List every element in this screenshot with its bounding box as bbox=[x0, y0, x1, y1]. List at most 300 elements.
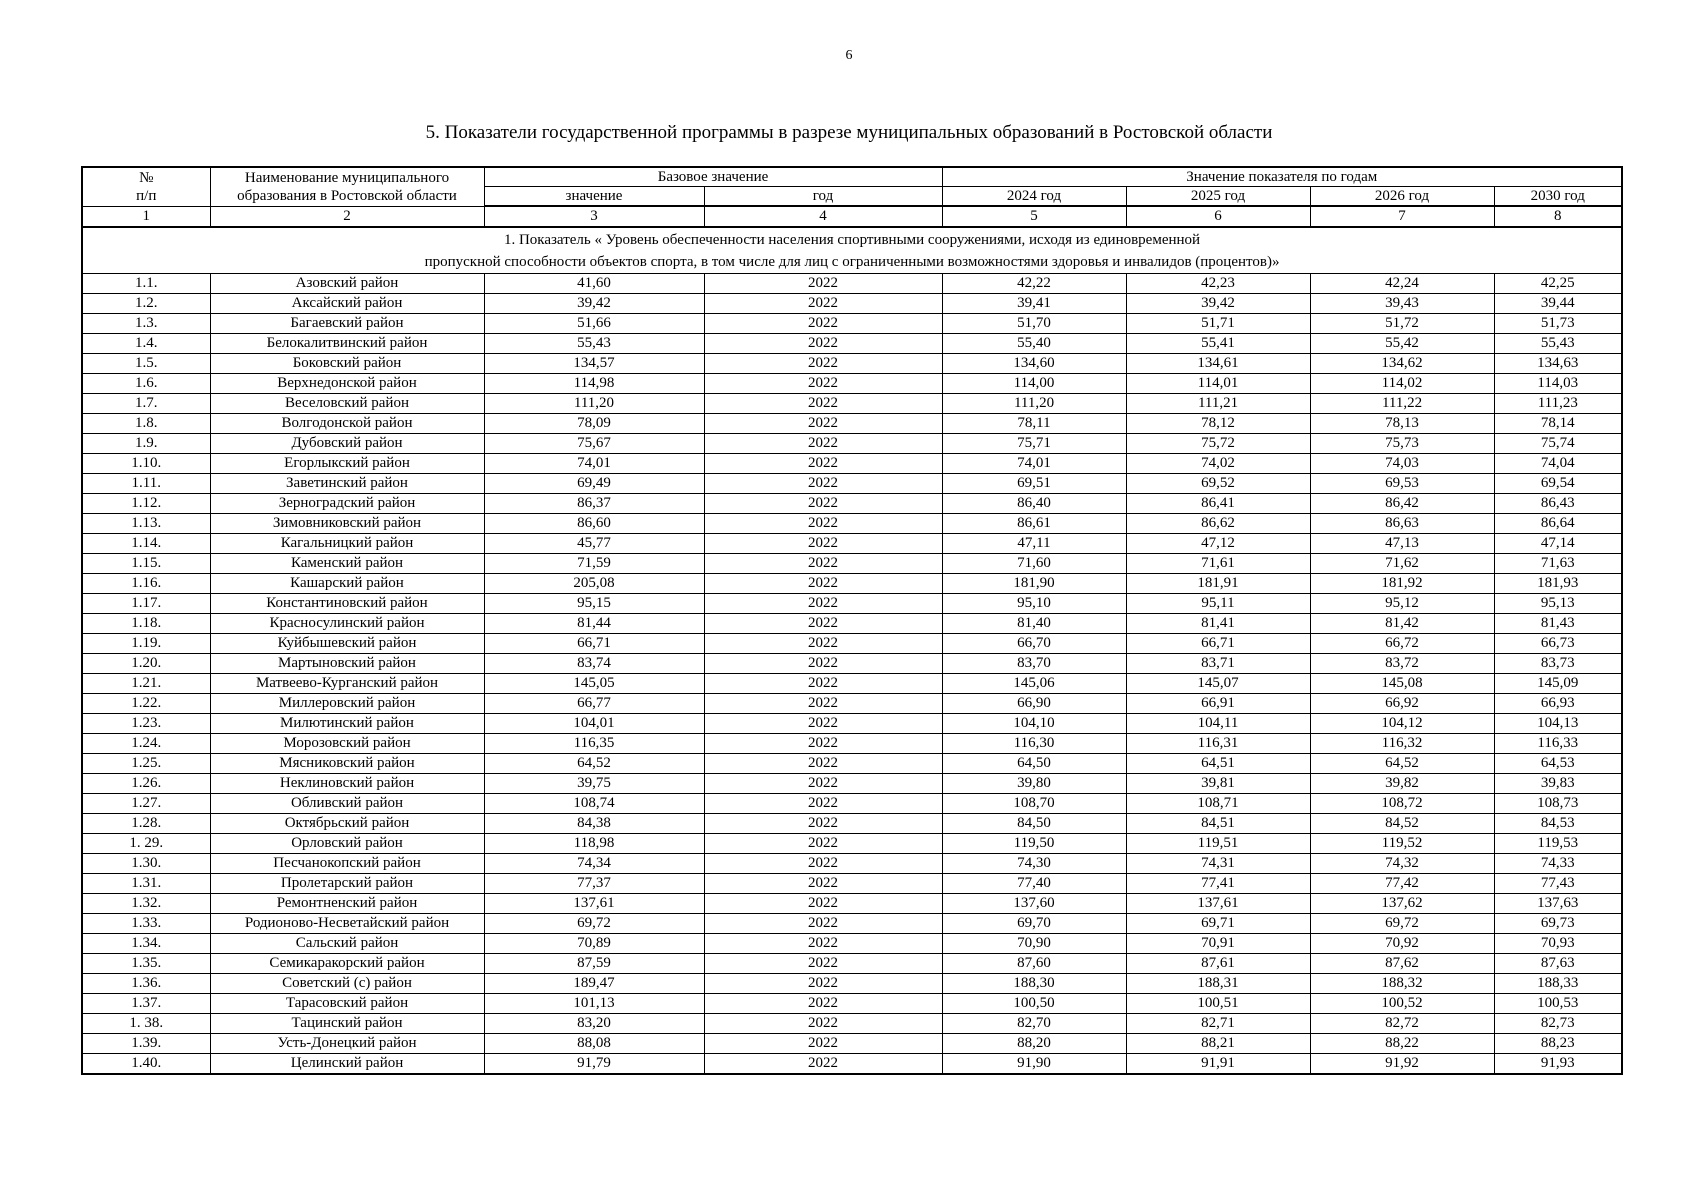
value-2030: 88,23 bbox=[1494, 1034, 1622, 1054]
municipality-name: Неклиновский район bbox=[210, 774, 484, 794]
municipality-name: Целинский район bbox=[210, 1054, 484, 1075]
value-2025: 78,12 bbox=[1126, 414, 1310, 434]
row-number: 1.37. bbox=[82, 994, 210, 1014]
section-title: 1. Показатель « Уровень обеспеченности населения спортивными сооружениями, исходя из единовременной пропускной способности объектов спорта, в том числе для лиц с ограниченными возможностями здоровья и инвалидов (процентов)» bbox=[82, 227, 1622, 274]
municipality-name: Веселовский район bbox=[210, 394, 484, 414]
value-2025: 137,61 bbox=[1126, 894, 1310, 914]
value-2025: 181,91 bbox=[1126, 574, 1310, 594]
document-title: 5. Показатели государственной программы в разрезе муниципальных образований в Ростовской области bbox=[425, 122, 1273, 143]
value-2026: 39,43 bbox=[1310, 294, 1494, 314]
value-2026: 77,42 bbox=[1310, 874, 1494, 894]
table-row bbox=[82, 814, 1622, 834]
table-row bbox=[82, 294, 1622, 314]
value-2025: 47,12 bbox=[1126, 534, 1310, 554]
header-years-group: Значение показателя по годам bbox=[942, 167, 1622, 187]
value-2024: 86,61 bbox=[942, 514, 1126, 534]
value-2024: 47,11 bbox=[942, 534, 1126, 554]
value-2026: 71,62 bbox=[1310, 554, 1494, 574]
value-2025: 91,91 bbox=[1126, 1054, 1310, 1075]
table-row bbox=[82, 494, 1622, 514]
value-2024: 86,40 bbox=[942, 494, 1126, 514]
value-2026: 104,12 bbox=[1310, 714, 1494, 734]
table-row bbox=[82, 474, 1622, 494]
base-year: 2022 bbox=[704, 574, 942, 594]
column-number: 4 bbox=[704, 206, 942, 227]
value-2024: 84,50 bbox=[942, 814, 1126, 834]
value-2026: 81,42 bbox=[1310, 614, 1494, 634]
base-year: 2022 bbox=[704, 794, 942, 814]
value-2026: 78,13 bbox=[1310, 414, 1494, 434]
row-number: 1.8. bbox=[82, 414, 210, 434]
row-number: 1.25. bbox=[82, 754, 210, 774]
value-2025: 39,42 bbox=[1126, 294, 1310, 314]
column-numbers-row bbox=[82, 206, 1622, 227]
value-2024: 100,50 bbox=[942, 994, 1126, 1014]
value-2030: 55,43 bbox=[1494, 334, 1622, 354]
value-2026: 87,62 bbox=[1310, 954, 1494, 974]
base-year: 2022 bbox=[704, 654, 942, 674]
table-row bbox=[82, 314, 1622, 334]
row-number: 1.11. bbox=[82, 474, 210, 494]
value-2025: 66,91 bbox=[1126, 694, 1310, 714]
base-value: 84,38 bbox=[484, 814, 704, 834]
value-2025: 74,31 bbox=[1126, 854, 1310, 874]
value-2025: 83,71 bbox=[1126, 654, 1310, 674]
base-value: 74,01 bbox=[484, 454, 704, 474]
value-2030: 42,25 bbox=[1494, 274, 1622, 294]
base-value: 137,61 bbox=[484, 894, 704, 914]
value-2026: 66,92 bbox=[1310, 694, 1494, 714]
value-2030: 145,09 bbox=[1494, 674, 1622, 694]
municipality-name: Каменский район bbox=[210, 554, 484, 574]
value-2025: 66,71 bbox=[1126, 634, 1310, 654]
value-2024: 75,71 bbox=[942, 434, 1126, 454]
value-2030: 39,83 bbox=[1494, 774, 1622, 794]
row-number: 1.30. bbox=[82, 854, 210, 874]
table-row bbox=[82, 274, 1622, 294]
value-2024: 145,06 bbox=[942, 674, 1126, 694]
row-number: 1.36. bbox=[82, 974, 210, 994]
base-value: 101,13 bbox=[484, 994, 704, 1014]
value-2024: 69,51 bbox=[942, 474, 1126, 494]
value-2030: 78,14 bbox=[1494, 414, 1622, 434]
value-2030: 137,63 bbox=[1494, 894, 1622, 914]
base-value: 66,77 bbox=[484, 694, 704, 714]
base-value: 41,60 bbox=[484, 274, 704, 294]
value-2030: 104,13 bbox=[1494, 714, 1622, 734]
value-2024: 51,70 bbox=[942, 314, 1126, 334]
base-year: 2022 bbox=[704, 894, 942, 914]
value-2024: 78,11 bbox=[942, 414, 1126, 434]
value-2024: 95,10 bbox=[942, 594, 1126, 614]
municipality-name: Орловский район bbox=[210, 834, 484, 854]
table-row bbox=[82, 994, 1622, 1014]
table-row bbox=[82, 714, 1622, 734]
municipality-name: Дубовский район bbox=[210, 434, 484, 454]
value-2025: 86,62 bbox=[1126, 514, 1310, 534]
municipality-name: Советский (с) район bbox=[210, 974, 484, 994]
row-number: 1.9. bbox=[82, 434, 210, 454]
table-row bbox=[82, 1054, 1622, 1075]
value-2026: 108,72 bbox=[1310, 794, 1494, 814]
base-value: 66,71 bbox=[484, 634, 704, 654]
municipality-name: Белокалитвинский район bbox=[210, 334, 484, 354]
value-2030: 69,54 bbox=[1494, 474, 1622, 494]
header-base-value-group: Базовое значение bbox=[484, 167, 942, 187]
row-number: 1.35. bbox=[82, 954, 210, 974]
value-2025: 70,91 bbox=[1126, 934, 1310, 954]
row-number: 1.26. bbox=[82, 774, 210, 794]
base-year: 2022 bbox=[704, 914, 942, 934]
base-value: 86,37 bbox=[484, 494, 704, 514]
base-year: 2022 bbox=[704, 814, 942, 834]
row-number: 1.24. bbox=[82, 734, 210, 754]
table-row bbox=[82, 414, 1622, 434]
value-2030: 69,73 bbox=[1494, 914, 1622, 934]
base-value: 108,74 bbox=[484, 794, 704, 814]
value-2030: 91,93 bbox=[1494, 1054, 1622, 1075]
value-2026: 137,62 bbox=[1310, 894, 1494, 914]
table-row bbox=[82, 654, 1622, 674]
value-2026: 42,24 bbox=[1310, 274, 1494, 294]
table-row bbox=[82, 394, 1622, 414]
value-2030: 95,13 bbox=[1494, 594, 1622, 614]
value-2025: 84,51 bbox=[1126, 814, 1310, 834]
value-2026: 100,52 bbox=[1310, 994, 1494, 1014]
value-2024: 87,60 bbox=[942, 954, 1126, 974]
base-value: 51,66 bbox=[484, 314, 704, 334]
base-year: 2022 bbox=[704, 714, 942, 734]
value-2026: 74,32 bbox=[1310, 854, 1494, 874]
row-number: 1.34. bbox=[82, 934, 210, 954]
header-municipality: Наименование муниципального образования в Ростовской области bbox=[210, 167, 484, 206]
base-year: 2022 bbox=[704, 934, 942, 954]
row-number: 1.22. bbox=[82, 694, 210, 714]
value-2024: 69,70 bbox=[942, 914, 1126, 934]
value-2025: 75,72 bbox=[1126, 434, 1310, 454]
value-2024: 104,10 bbox=[942, 714, 1126, 734]
value-2026: 69,72 bbox=[1310, 914, 1494, 934]
value-2026: 134,62 bbox=[1310, 354, 1494, 374]
value-2025: 81,41 bbox=[1126, 614, 1310, 634]
municipality-name: Пролетарский район bbox=[210, 874, 484, 894]
value-2025: 42,23 bbox=[1126, 274, 1310, 294]
base-value: 95,15 bbox=[484, 594, 704, 614]
base-value: 81,44 bbox=[484, 614, 704, 634]
value-2024: 66,90 bbox=[942, 694, 1126, 714]
row-number: 1.7. bbox=[82, 394, 210, 414]
value-2026: 84,52 bbox=[1310, 814, 1494, 834]
indicators-table bbox=[81, 166, 1623, 1075]
value-2030: 47,14 bbox=[1494, 534, 1622, 554]
table-row bbox=[82, 914, 1622, 934]
base-year: 2022 bbox=[704, 694, 942, 714]
base-year: 2022 bbox=[704, 834, 942, 854]
row-number: 1.12. bbox=[82, 494, 210, 514]
value-2026: 95,12 bbox=[1310, 594, 1494, 614]
base-year: 2022 bbox=[704, 274, 942, 294]
column-number: 5 bbox=[942, 206, 1126, 227]
base-year: 2022 bbox=[704, 314, 942, 334]
base-year: 2022 bbox=[704, 414, 942, 434]
municipality-name: Морозовский район bbox=[210, 734, 484, 754]
base-value: 78,09 bbox=[484, 414, 704, 434]
base-year: 2022 bbox=[704, 994, 942, 1014]
base-year: 2022 bbox=[704, 334, 942, 354]
value-2025: 69,52 bbox=[1126, 474, 1310, 494]
value-2025: 111,21 bbox=[1126, 394, 1310, 414]
table-row bbox=[82, 974, 1622, 994]
value-2030: 181,93 bbox=[1494, 574, 1622, 594]
municipality-name: Мартыновский район bbox=[210, 654, 484, 674]
header-year-2024: 2024 год bbox=[942, 187, 1126, 207]
value-2030: 84,53 bbox=[1494, 814, 1622, 834]
base-year: 2022 bbox=[704, 494, 942, 514]
value-2025: 95,11 bbox=[1126, 594, 1310, 614]
value-2024: 137,60 bbox=[942, 894, 1126, 914]
base-year: 2022 bbox=[704, 594, 942, 614]
value-2030: 66,73 bbox=[1494, 634, 1622, 654]
base-year: 2022 bbox=[704, 454, 942, 474]
table-row bbox=[82, 894, 1622, 914]
value-2030: 111,23 bbox=[1494, 394, 1622, 414]
value-2030: 64,53 bbox=[1494, 754, 1622, 774]
value-2030: 188,33 bbox=[1494, 974, 1622, 994]
header-year-2025: 2025 год bbox=[1126, 187, 1310, 207]
header-year-2030: 2030 год bbox=[1494, 187, 1622, 207]
row-number: 1.39. bbox=[82, 1034, 210, 1054]
municipality-name: Ремонтненский район bbox=[210, 894, 484, 914]
base-value: 64,52 bbox=[484, 754, 704, 774]
table-row bbox=[82, 774, 1622, 794]
value-2026: 70,92 bbox=[1310, 934, 1494, 954]
table-row bbox=[82, 634, 1622, 654]
value-2024: 74,30 bbox=[942, 854, 1126, 874]
base-value: 145,05 bbox=[484, 674, 704, 694]
base-value: 88,08 bbox=[484, 1034, 704, 1054]
row-number: 1. 29. bbox=[82, 834, 210, 854]
base-year: 2022 bbox=[704, 394, 942, 414]
base-year: 2022 bbox=[704, 774, 942, 794]
value-2025: 39,81 bbox=[1126, 774, 1310, 794]
base-year: 2022 bbox=[704, 554, 942, 574]
value-2030: 51,73 bbox=[1494, 314, 1622, 334]
base-value: 83,74 bbox=[484, 654, 704, 674]
value-2025: 64,51 bbox=[1126, 754, 1310, 774]
value-2026: 88,22 bbox=[1310, 1034, 1494, 1054]
base-value: 77,37 bbox=[484, 874, 704, 894]
header-base-value: значение bbox=[484, 187, 704, 207]
base-year: 2022 bbox=[704, 974, 942, 994]
value-2024: 108,70 bbox=[942, 794, 1126, 814]
base-year: 2022 bbox=[704, 954, 942, 974]
value-2025: 119,51 bbox=[1126, 834, 1310, 854]
row-number: 1.23. bbox=[82, 714, 210, 734]
value-2024: 64,50 bbox=[942, 754, 1126, 774]
table-row bbox=[82, 554, 1622, 574]
table-row bbox=[82, 334, 1622, 354]
value-2030: 119,53 bbox=[1494, 834, 1622, 854]
value-2025: 100,51 bbox=[1126, 994, 1310, 1014]
row-number: 1.1. bbox=[82, 274, 210, 294]
base-value: 39,42 bbox=[484, 294, 704, 314]
header-base-year: год bbox=[704, 187, 942, 207]
base-value: 70,89 bbox=[484, 934, 704, 954]
value-2024: 71,60 bbox=[942, 554, 1126, 574]
value-2025: 74,02 bbox=[1126, 454, 1310, 474]
value-2026: 74,03 bbox=[1310, 454, 1494, 474]
value-2025: 116,31 bbox=[1126, 734, 1310, 754]
value-2025: 87,61 bbox=[1126, 954, 1310, 974]
section-row bbox=[82, 227, 1622, 274]
base-value: 114,98 bbox=[484, 374, 704, 394]
row-number: 1. 38. bbox=[82, 1014, 210, 1034]
base-value: 55,43 bbox=[484, 334, 704, 354]
municipality-name: Егорлыкский район bbox=[210, 454, 484, 474]
value-2030: 114,03 bbox=[1494, 374, 1622, 394]
base-year: 2022 bbox=[704, 534, 942, 554]
base-year: 2022 bbox=[704, 354, 942, 374]
row-number: 1.13. bbox=[82, 514, 210, 534]
value-2030: 83,73 bbox=[1494, 654, 1622, 674]
base-year: 2022 bbox=[704, 514, 942, 534]
value-2030: 66,93 bbox=[1494, 694, 1622, 714]
base-year: 2022 bbox=[704, 434, 942, 454]
value-2024: 39,41 bbox=[942, 294, 1126, 314]
row-number: 1.19. bbox=[82, 634, 210, 654]
base-year: 2022 bbox=[704, 874, 942, 894]
municipality-name: Верхнедонской район bbox=[210, 374, 484, 394]
municipality-name: Константиновский район bbox=[210, 594, 484, 614]
value-2026: 75,73 bbox=[1310, 434, 1494, 454]
base-value: 116,35 bbox=[484, 734, 704, 754]
row-number: 1.20. bbox=[82, 654, 210, 674]
base-value: 83,20 bbox=[484, 1014, 704, 1034]
municipality-name: Аксайский район bbox=[210, 294, 484, 314]
column-number: 3 bbox=[484, 206, 704, 227]
table-row bbox=[82, 1014, 1622, 1034]
value-2025: 55,41 bbox=[1126, 334, 1310, 354]
table-row bbox=[82, 374, 1622, 394]
municipality-name: Сальский район bbox=[210, 934, 484, 954]
municipality-name: Багаевский район bbox=[210, 314, 484, 334]
column-number: 1 bbox=[82, 206, 210, 227]
value-2024: 82,70 bbox=[942, 1014, 1126, 1034]
table-row bbox=[82, 354, 1622, 374]
table-row bbox=[82, 514, 1622, 534]
value-2025: 114,01 bbox=[1126, 374, 1310, 394]
row-number: 1.10. bbox=[82, 454, 210, 474]
municipality-name: Зерноградский район bbox=[210, 494, 484, 514]
row-number: 1.31. bbox=[82, 874, 210, 894]
column-number: 6 bbox=[1126, 206, 1310, 227]
base-value: 189,47 bbox=[484, 974, 704, 994]
municipality-name: Заветинский район bbox=[210, 474, 484, 494]
header-number: № п/п bbox=[82, 167, 210, 206]
value-2024: 81,40 bbox=[942, 614, 1126, 634]
table-row bbox=[82, 574, 1622, 594]
value-2025: 69,71 bbox=[1126, 914, 1310, 934]
municipality-name: Обливский район bbox=[210, 794, 484, 814]
municipality-name: Кагальницкий район bbox=[210, 534, 484, 554]
municipality-name: Октябрьский район bbox=[210, 814, 484, 834]
municipality-name: Матвеево-Курганский район bbox=[210, 674, 484, 694]
column-number: 8 bbox=[1494, 206, 1622, 227]
value-2024: 134,60 bbox=[942, 354, 1126, 374]
value-2026: 145,08 bbox=[1310, 674, 1494, 694]
base-value: 45,77 bbox=[484, 534, 704, 554]
table-row bbox=[82, 674, 1622, 694]
column-number: 2 bbox=[210, 206, 484, 227]
value-2024: 88,20 bbox=[942, 1034, 1126, 1054]
base-value: 69,49 bbox=[484, 474, 704, 494]
value-2030: 70,93 bbox=[1494, 934, 1622, 954]
row-number: 1.17. bbox=[82, 594, 210, 614]
value-2026: 69,53 bbox=[1310, 474, 1494, 494]
row-number: 1.32. bbox=[82, 894, 210, 914]
value-2026: 116,32 bbox=[1310, 734, 1494, 754]
value-2024: 83,70 bbox=[942, 654, 1126, 674]
table-row bbox=[82, 754, 1622, 774]
value-2024: 66,70 bbox=[942, 634, 1126, 654]
value-2025: 188,31 bbox=[1126, 974, 1310, 994]
value-2026: 86,42 bbox=[1310, 494, 1494, 514]
table-row bbox=[82, 734, 1622, 754]
base-value: 74,34 bbox=[484, 854, 704, 874]
value-2026: 82,72 bbox=[1310, 1014, 1494, 1034]
base-year: 2022 bbox=[704, 374, 942, 394]
value-2030: 77,43 bbox=[1494, 874, 1622, 894]
value-2030: 86,64 bbox=[1494, 514, 1622, 534]
value-2024: 39,80 bbox=[942, 774, 1126, 794]
column-number: 7 bbox=[1310, 206, 1494, 227]
value-2026: 188,32 bbox=[1310, 974, 1494, 994]
row-number: 1.6. bbox=[82, 374, 210, 394]
base-value: 134,57 bbox=[484, 354, 704, 374]
table-row bbox=[82, 794, 1622, 814]
table-row bbox=[82, 1034, 1622, 1054]
value-2030: 82,73 bbox=[1494, 1014, 1622, 1034]
value-2025: 104,11 bbox=[1126, 714, 1310, 734]
table-row bbox=[82, 614, 1622, 634]
table-row bbox=[82, 694, 1622, 714]
value-2024: 114,00 bbox=[942, 374, 1126, 394]
value-2026: 51,72 bbox=[1310, 314, 1494, 334]
municipality-name: Волгодонской район bbox=[210, 414, 484, 434]
value-2024: 70,90 bbox=[942, 934, 1126, 954]
page-number: 6 bbox=[845, 48, 853, 63]
value-2025: 108,71 bbox=[1126, 794, 1310, 814]
row-number: 1.16. bbox=[82, 574, 210, 594]
value-2026: 86,63 bbox=[1310, 514, 1494, 534]
municipality-name: Зимовниковский район bbox=[210, 514, 484, 534]
value-2024: 116,30 bbox=[942, 734, 1126, 754]
value-2030: 87,63 bbox=[1494, 954, 1622, 974]
municipality-name: Усть-Донецкий район bbox=[210, 1034, 484, 1054]
value-2024: 42,22 bbox=[942, 274, 1126, 294]
value-2026: 83,72 bbox=[1310, 654, 1494, 674]
value-2026: 64,52 bbox=[1310, 754, 1494, 774]
value-2026: 114,02 bbox=[1310, 374, 1494, 394]
municipality-name: Родионово-Несветайский район bbox=[210, 914, 484, 934]
value-2030: 39,44 bbox=[1494, 294, 1622, 314]
municipality-name: Азовский район bbox=[210, 274, 484, 294]
base-year: 2022 bbox=[704, 854, 942, 874]
base-year: 2022 bbox=[704, 674, 942, 694]
value-2030: 74,04 bbox=[1494, 454, 1622, 474]
value-2024: 91,90 bbox=[942, 1054, 1126, 1075]
base-value: 205,08 bbox=[484, 574, 704, 594]
